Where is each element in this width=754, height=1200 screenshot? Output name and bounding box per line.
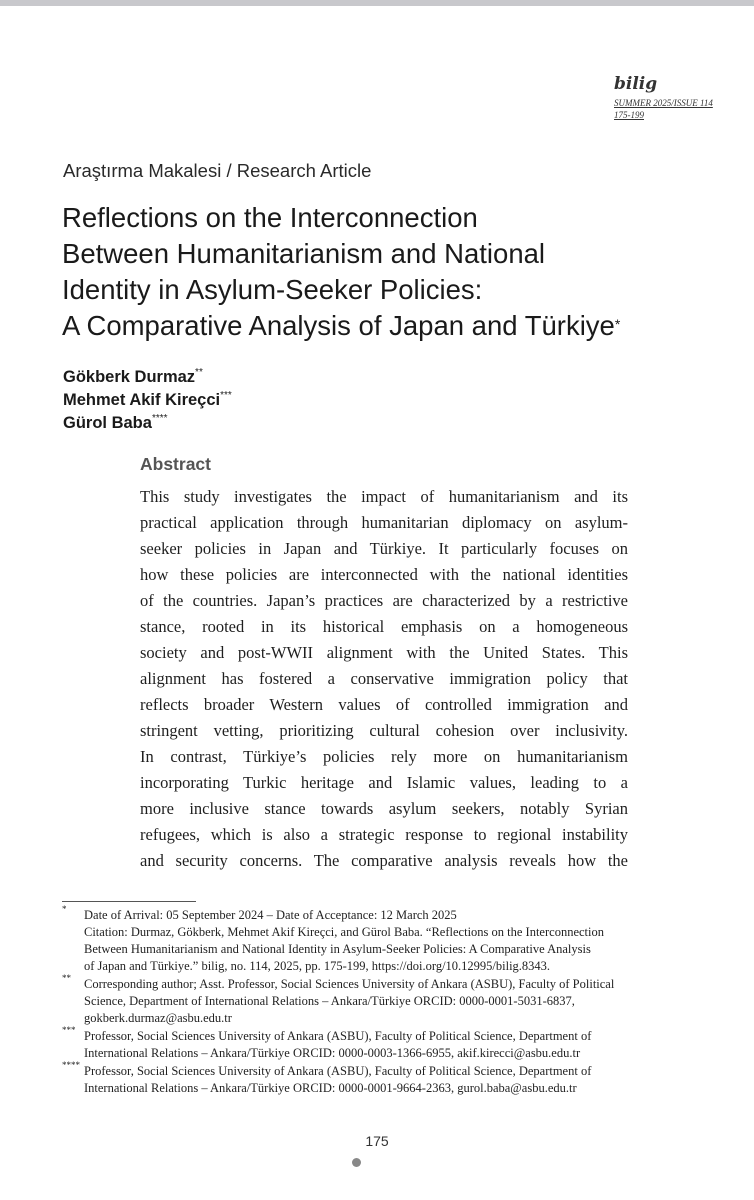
abstract-body: [140, 484, 628, 874]
footnote-line: Date of Arrival: 05 September 2024 – Date of Acceptance: 12 March 2025: [84, 908, 457, 922]
abstract-line: society and post-WWII alignment with the United States. This: [140, 643, 628, 662]
abstract-line: of the countries. Japan’s practices are characterized by a restrictive: [140, 591, 628, 610]
footnote: [62, 904, 662, 975]
author: [63, 366, 232, 389]
footnote: [62, 1025, 662, 1062]
footnote-separator: [62, 901, 196, 902]
footnote-line: gokberk.durmaz@asbu.edu.tr: [84, 1011, 232, 1025]
abstract-line: stance, rooted in its historical emphasis on a homogeneous: [140, 617, 628, 636]
title-line-last: [62, 308, 682, 344]
author-footnote-mark: ***: [220, 390, 232, 401]
journal-pages: 175-199: [614, 110, 644, 120]
footnote-line: Professor, Social Sciences University of Ankara (ASBU), Faculty of Political Science, Department of: [84, 1029, 592, 1043]
page-indicator-dot: [352, 1158, 361, 1167]
author-list: [63, 366, 232, 435]
footnote-mark: ***: [62, 1025, 76, 1035]
abstract-line: and security concerns. The comparative analysis reveals how the: [140, 851, 628, 870]
footnotes: [62, 904, 662, 1097]
article-title: [62, 200, 682, 344]
title-line: Identity in Asylum-Seeker Policies:: [62, 274, 483, 305]
abstract-line: practical application through humanitarian diplomacy on asylum-: [140, 513, 628, 532]
abstract-line: stringent vetting, prioritizing cultural cohesion over inclusivity.: [140, 721, 628, 740]
title-line: Between Humanitarianism and National: [62, 238, 546, 269]
page-number: 175: [365, 1133, 389, 1149]
abstract-line: In contrast, Türkiye’s policies rely more on humanitarianism: [140, 747, 628, 766]
author-footnote-mark: ****: [151, 413, 168, 424]
footnote-line: Between Humanitarianism and National Identity in Asylum-Seeker Policies: A Comparative Analysis: [84, 942, 591, 956]
author-name: Gürol Baba: [63, 414, 152, 432]
abstract-line: incorporating Turkic heritage and Islamic values, leading to a: [140, 773, 628, 792]
author-name: Gökberk Durmaz: [63, 368, 196, 386]
abstract-line: refugees, which is also a strategic response to regional instability: [140, 825, 628, 844]
author: [63, 412, 232, 435]
footnote-line: Corresponding author; Asst. Professor, Social Sciences University of Ankara (ASBU), Faculty of Political: [84, 977, 615, 991]
abstract-line: reflects broader Western values of controlled immigration and: [140, 695, 628, 714]
abstract-line: alignment has fostered a conservative immigration policy that: [140, 669, 628, 688]
journal-issue: SUMMER 2025/ISSUE 114: [614, 98, 713, 108]
author-name: Mehmet Akif Kireçci: [63, 391, 221, 409]
title-footnote-mark: *: [614, 316, 621, 332]
footnote-line: Science, Department of International Relations – Ankara/Türkiye ORCID: 0000-0001-5031-6837,: [84, 994, 575, 1008]
abstract-line: This study investigates the impact of humanitarianism and its: [140, 487, 628, 506]
footnote-line: International Relations – Ankara/Türkiye ORCID: 0000-0001-9664-2363, gurol.baba@asbu.edu.tr: [84, 1081, 577, 1095]
author-footnote-mark: **: [195, 367, 203, 378]
journal-name: bilig: [614, 74, 658, 94]
footnote: [62, 973, 662, 1027]
journal-header: [614, 74, 713, 120]
footnote-mark: *: [62, 904, 67, 914]
footnote-line: International Relations – Ankara/Türkiye ORCID: 0000-0003-1366-6955, akif.kirecci@asbu.edu.tr: [84, 1046, 581, 1060]
footnote-line: Citation: Durmaz, Gökberk, Mehmet Akif Kireçci, and Gürol Baba. “Reflections on the Interconnection: [84, 925, 604, 939]
page-top-edge: [0, 0, 754, 6]
footnote: [62, 1060, 662, 1097]
abstract-line: seeker policies in Japan and Türkiye. It particularly focuses on: [140, 539, 628, 558]
author: [63, 389, 232, 412]
title-line: A Comparative Analysis of Japan and Türkiye: [62, 310, 615, 341]
article-type: Araştırma Makalesi / Research Article: [63, 160, 372, 181]
footnote-mark: ****: [62, 1060, 80, 1070]
footnote-mark: **: [62, 973, 71, 983]
title-line: Reflections on the Interconnection: [62, 202, 478, 233]
abstract-line: more inclusive stance towards asylum seekers, notably Syrian: [140, 799, 628, 818]
footnote-line: Professor, Social Sciences University of Ankara (ASBU), Faculty of Political Science, Department of: [84, 1064, 592, 1078]
abstract-line: how these policies are interconnected with the national identities: [140, 565, 628, 584]
footnote-line: of Japan and Türkiye.” bilig, no. 114, 2025, pp. 175-199, https://doi.org/10.12995/bilig.8343.: [84, 959, 551, 973]
abstract-heading: Abstract: [140, 454, 211, 474]
